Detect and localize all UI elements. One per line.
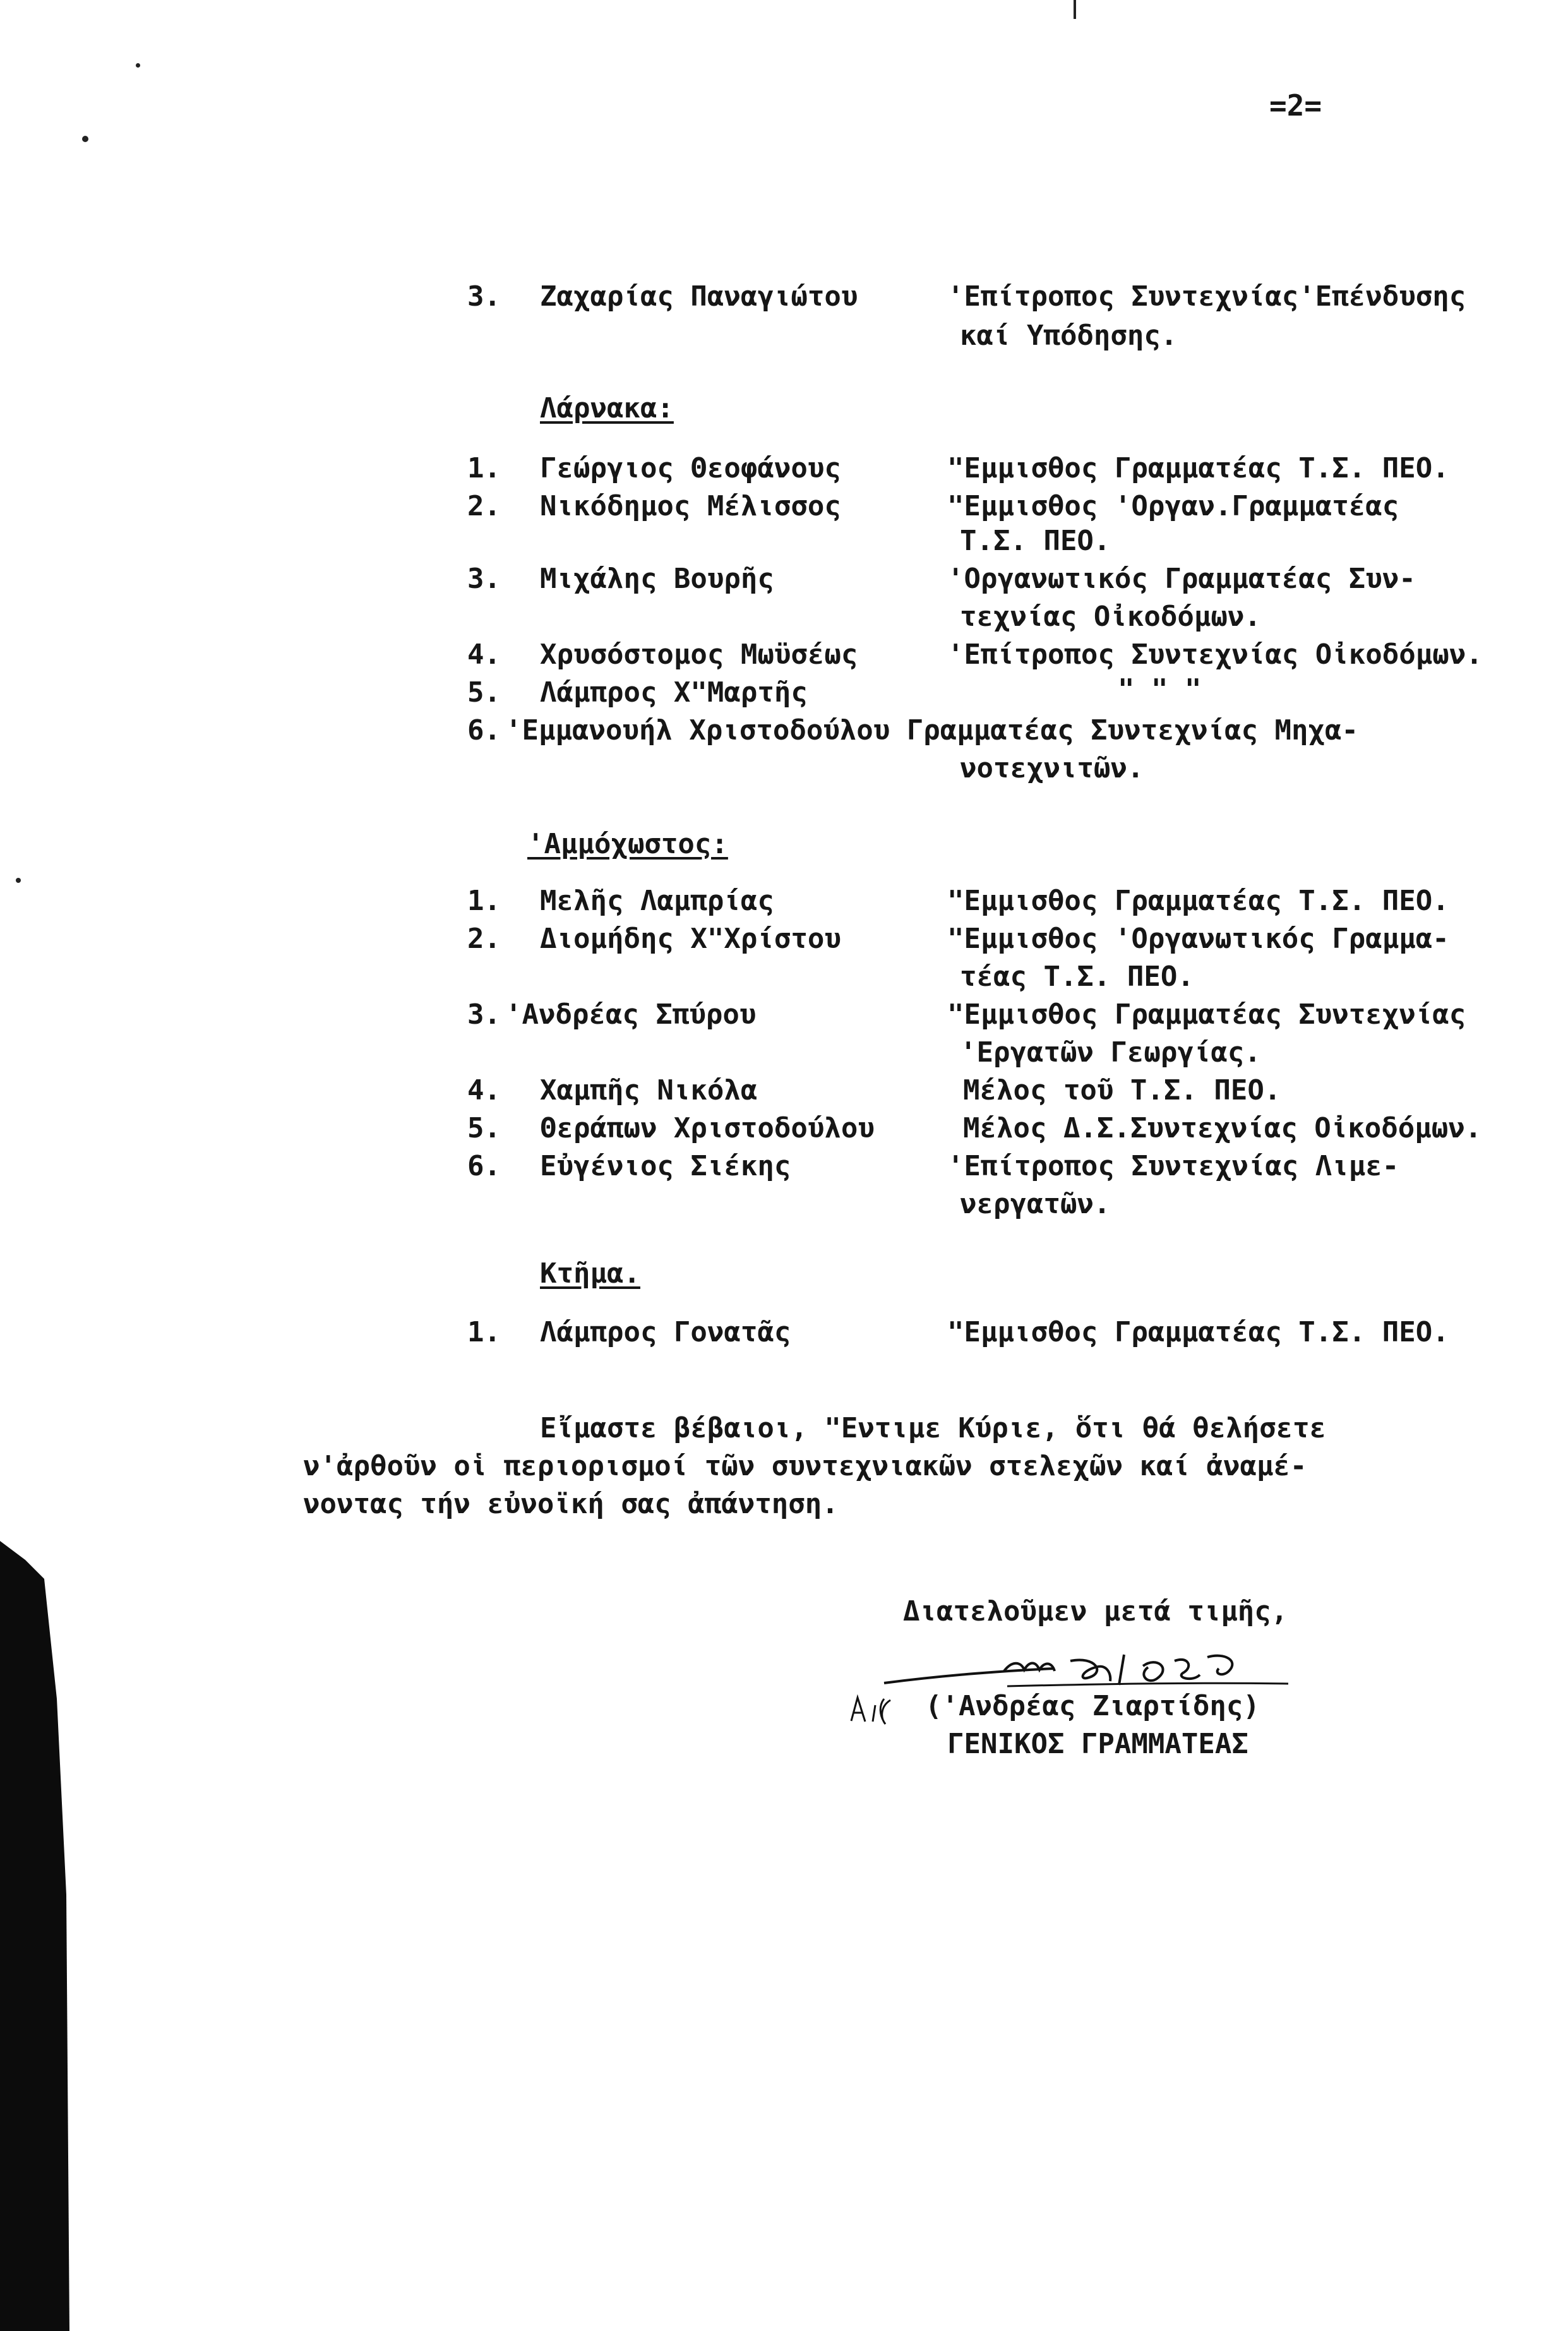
scan-edge-shadow <box>0 1541 69 2331</box>
scan-speck <box>16 878 21 883</box>
scan-speck <box>1074 0 1076 19</box>
entry-role: "Εμμισθος 'Οργαν.Γραμματέας <box>947 490 1399 522</box>
section-heading-ammochostos: 'Αμμόχωστος: <box>527 828 728 860</box>
entry-name: Χρυσόστομος Μωϋσέως <box>540 638 858 671</box>
entry-full-line: 'Εμμανουήλ Χριστοδούλου Γραμματέας Συντεχνίας Μηχα- <box>505 714 1359 746</box>
signatory-title: ΓΕΝΙΚΟΣ ΓΡΑΜΜΑΤΕΑΣ <box>947 1728 1248 1760</box>
entry-role: 'Επίτροπος Συντεχνίας Οἰκοδόμων. <box>947 638 1483 671</box>
entry-number: 2. <box>467 923 501 955</box>
entry-name: Μελῆς Λαμπρίας <box>540 885 774 917</box>
entry-number: 3. <box>467 563 501 595</box>
entry-role: "Εμμισθος Γραμματέας Τ.Σ. ΠΕΟ. <box>947 452 1449 484</box>
entry-role: 'Οργανωτικός Γραμματέας Συν- <box>947 563 1416 595</box>
scan-speck <box>82 136 88 142</box>
entry-number: 1. <box>467 885 501 917</box>
scan-speck <box>136 63 140 68</box>
entry-role: "Εμμισθος 'Οργανωτικός Γραμμα- <box>947 923 1449 955</box>
entry-role: 'Επίτροπος Συντεχνίας'Επένδυσης <box>947 280 1466 313</box>
entry-number: 6. <box>467 714 501 746</box>
entry-name: Ζαχαρίας Παναγιώτου <box>540 280 858 313</box>
entry-role-continued: τεχνίας Οἰκοδόμων. <box>960 601 1261 633</box>
entry-number: 1. <box>467 452 501 484</box>
entry-role-continued: καί Υπόδησης. <box>960 320 1178 352</box>
entry-name: Χαμπῆς Νικόλα <box>540 1074 758 1106</box>
entry-number: 6. <box>467 1150 501 1182</box>
entry-role: Μέλος τοῦ Τ.Σ. ΠΕΟ. <box>963 1074 1281 1106</box>
entry-number: 2. <box>467 490 501 522</box>
entry-role-continued: νοτεχνιτῶν. <box>960 752 1144 784</box>
signatory-name: ('Ανδρέας Ζιαρτίδης) <box>925 1690 1260 1722</box>
entry-name: Εὐγένιος Σιέκης <box>540 1150 791 1182</box>
entry-role-continued: Τ.Σ. ΠΕΟ. <box>960 525 1111 557</box>
ditto-marks: " " " <box>1118 673 1202 705</box>
page-number: =2= <box>1269 88 1322 123</box>
entry-name: Λάμπρος Γονατᾶς <box>540 1316 791 1348</box>
entry-name: Λάμπρος Χ"Μαρτῆς <box>540 676 808 709</box>
entry-number: 4. <box>467 1074 501 1106</box>
handwritten-signature <box>846 1617 1326 1743</box>
entry-role-continued: τέας Τ.Σ. ΠΕΟ. <box>960 961 1194 993</box>
entry-number: 4. <box>467 638 501 671</box>
signoff: Διατελοῦμεν μετά τιμῆς, <box>903 1595 1288 1627</box>
entry-name: Θεράπων Χριστοδούλου <box>540 1112 875 1144</box>
section-heading-ktima: Κτῆμα. <box>540 1257 640 1290</box>
entry-role-continued: 'Εργατῶν Γεωργίας. <box>960 1036 1261 1069</box>
entry-role: "Εμμισθος Γραμματέας Τ.Σ. ΠΕΟ. <box>947 1316 1449 1348</box>
entry-number: 1. <box>467 1316 501 1348</box>
closing-paragraph-line: Εἴμαστε βέβαιοι, "Εντιμε Κύριε, ὅτι θά θελήσετε <box>540 1412 1327 1444</box>
entry-name: Μιχάλης Βουρῆς <box>540 563 774 595</box>
entry-role: "Εμμισθος Γραμματέας Συντεχνίας <box>947 998 1466 1031</box>
entry-name: Διομήδης Χ"Χρίστου <box>540 923 841 955</box>
entry-name: 'Ανδρέας Σπύρου <box>505 998 757 1031</box>
entry-number: 3. <box>467 998 501 1031</box>
entry-name: Γεώργιος Θεοφάνους <box>540 452 841 484</box>
entry-role: Μέλος Δ.Σ.Συντεχνίας Οἰκοδόμων. <box>963 1112 1482 1144</box>
entry-name: Νικόδημος Μέλισσος <box>540 490 841 522</box>
closing-paragraph-line: ν'ἀρθοῦν οἱ περιορισμοί τῶν συντεχνιακῶν στελεχῶν καί ἀναμέ- <box>303 1450 1307 1482</box>
entry-number: 3. <box>467 280 501 313</box>
entry-role-continued: νεργατῶν. <box>960 1188 1111 1220</box>
entry-number: 5. <box>467 1112 501 1144</box>
entry-number: 5. <box>467 676 501 709</box>
entry-role: 'Επίτροπος Συντεχνίας Λιμε- <box>947 1150 1399 1182</box>
entry-role: "Εμμισθος Γραμματέας Τ.Σ. ΠΕΟ. <box>947 885 1449 917</box>
section-heading-larnaca: Λάρνακα: <box>540 392 674 424</box>
closing-paragraph-line: νοντας τήν εὐνοϊκή σας ἀπάντηση. <box>303 1488 839 1520</box>
